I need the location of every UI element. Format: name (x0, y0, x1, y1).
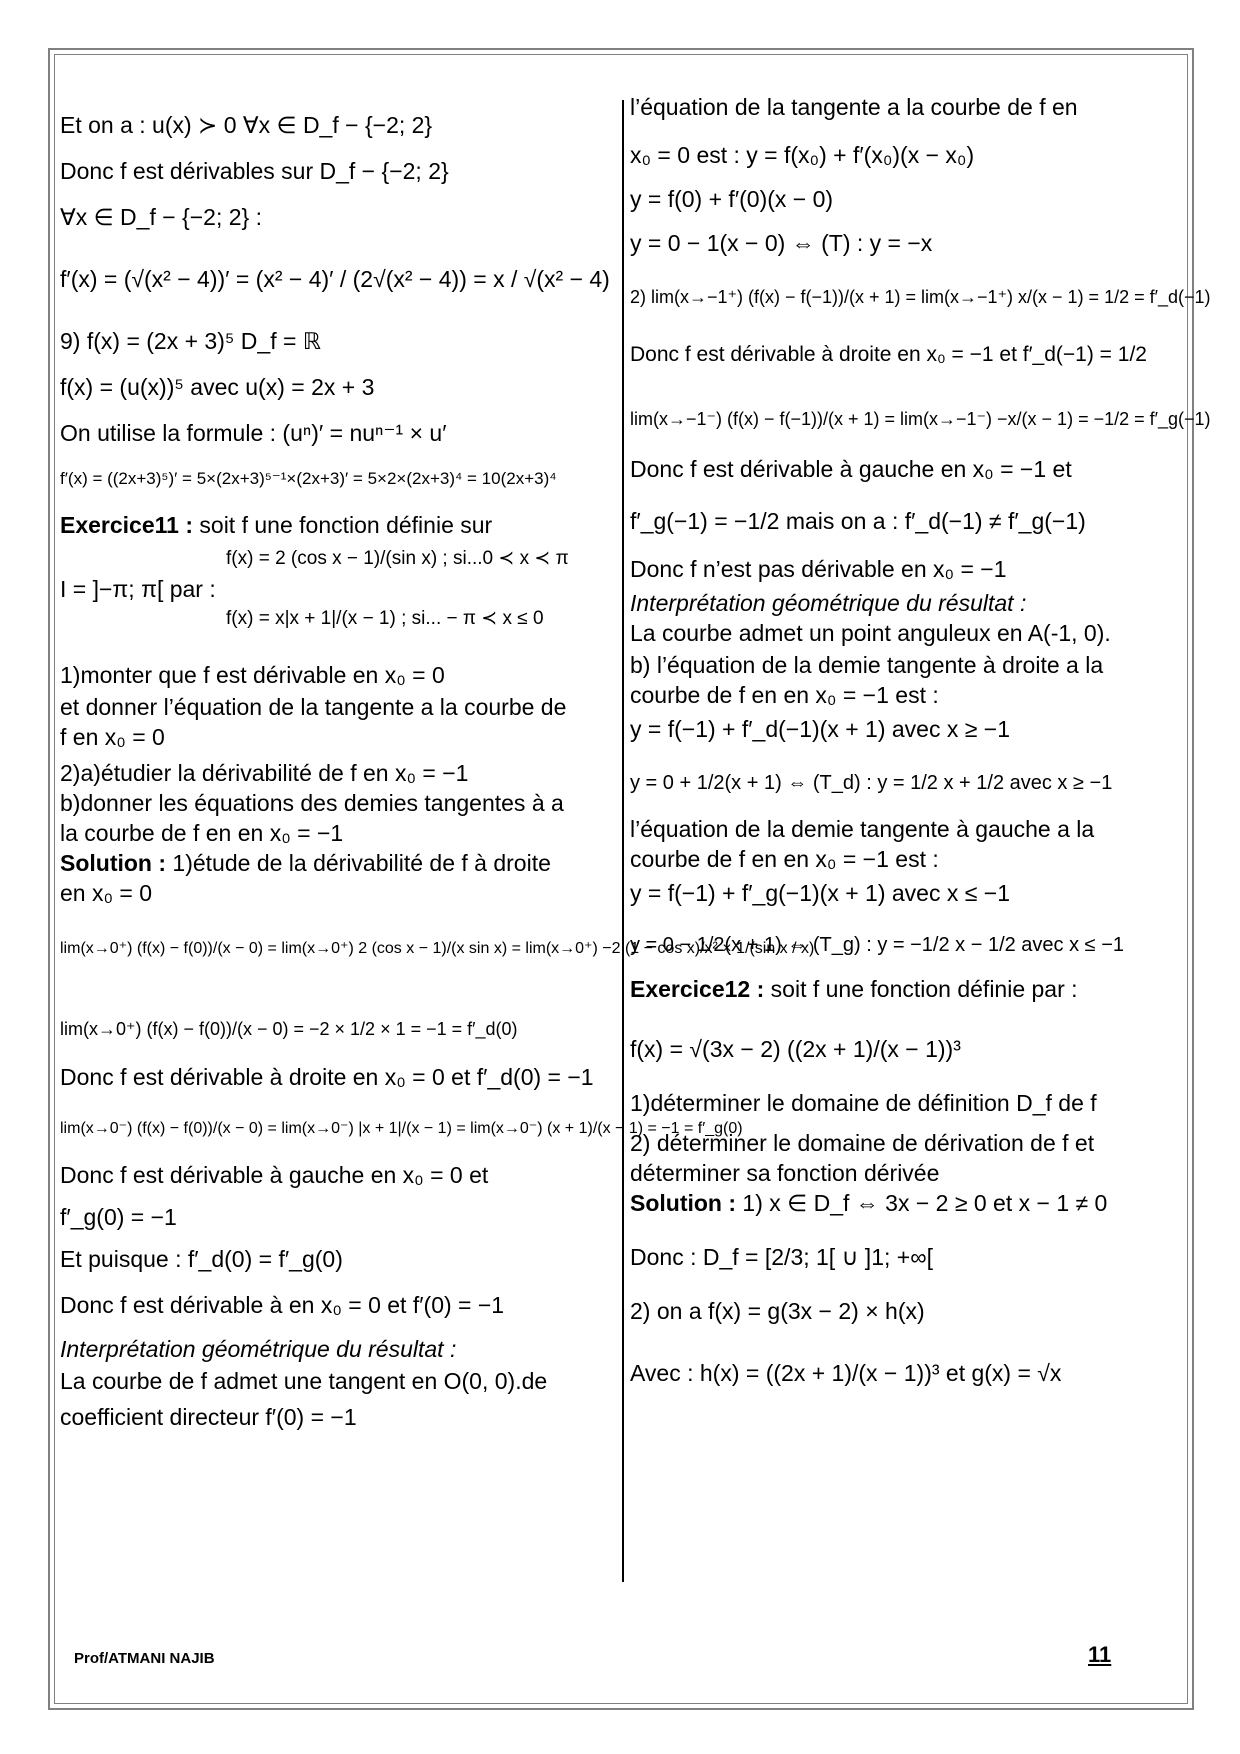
formula-line: y = 0 + 1/2(x + 1) ⇔ (T_d) : y = 1/2 x + 1/2 avec x ≥ −1 (630, 772, 1113, 794)
text-line: et donner l’équation de la tangente a la courbe de (60, 694, 567, 720)
text-line: 1)monter que f est dérivable en x₀ = 0 (60, 662, 445, 688)
exercise-title: Exercice12 : (630, 976, 765, 1002)
formula-line: f(x) = x|x + 1|/(x − 1) ; si... − π ≺ x ≤ 0 (226, 608, 544, 629)
text-line: f(x) = (u(x))⁵ avec u(x) = 2x + 3 (60, 374, 375, 400)
text-line: la courbe de f en en x₀ = −1 (60, 820, 344, 846)
column-divider (622, 100, 624, 1582)
text-line: 2) déterminer le domaine de dérivation de f et (630, 1130, 1095, 1156)
text-line: On utilise la formule : (uⁿ)′ = nuⁿ⁻¹ × u′ (60, 420, 447, 446)
text-line: La courbe admet un point anguleux en A(-1, 0). (630, 620, 1111, 646)
formula-line: Donc : D_f = [2/3; 1[ ∪ ]1; +∞[ (630, 1244, 933, 1270)
author-footer: Prof/ATMANI NAJIB (74, 1650, 215, 1667)
formula-line: f(x) = √(3x − 2) ((2x + 1)/(x − 1))³ (630, 1036, 961, 1062)
formula-line: lim(x→−1⁻) (f(x) − f(−1))/(x + 1) = lim(x→−1⁻) −x/(x − 1) = −1/2 = f′_g(−1) (630, 409, 1211, 429)
text-line: déterminer sa fonction dérivée (630, 1160, 940, 1186)
text-line: Interprétation géométrique du résultat : (60, 1336, 457, 1362)
formula-line: lim(x→0⁺) (f(x) − f(0))/(x − 0) = −2 × 1/2 × 1 = −1 = f′_d(0) (60, 1019, 518, 1039)
text-line: Donc f n’est pas dérivable en x₀ = −1 (630, 556, 1007, 582)
text-line: Donc f est dérivable à droite en x₀ = −1 et f′_d(−1) = 1/2 (630, 343, 1147, 366)
text-line: Donc f est dérivable à en x₀ = 0 et f′(0) = −1 (60, 1292, 505, 1318)
text-line: b) l’équation de la demie tangente à droite a la (630, 652, 1104, 678)
text-line: Donc f est dérivable à gauche en x₀ = −1 et (630, 456, 1072, 482)
text-line: l’équation de la demie tangente à gauche a la (630, 816, 1095, 842)
formula-line: f′(x) = (√(x² − 4))′ = (x² − 4)′ / (2√(x² − 4)) = x / √(x² − 4) (60, 266, 610, 292)
exercise-heading (630, 974, 1078, 1004)
text-line: ∀x ∈ D_f − {−2; 2} : (60, 204, 262, 230)
exercise-title: Exercice11 : (60, 512, 194, 538)
formula-line: y = f(−1) + f′_d(−1)(x + 1) avec x ≥ −1 (630, 716, 1010, 742)
text-line: f′_g(−1) = −1/2 mais on a : f′_d(−1) ≠ f′_g(−1) (630, 508, 1086, 534)
text-line: courbe de f en en x₀ = −1 est : (630, 682, 939, 708)
text-line: Et puisque : f′_d(0) = f′_g(0) (60, 1246, 343, 1272)
formula-line: lim(x→0⁺) (f(x) − f(0))/(x − 0) = lim(x→0⁺) 2 (cos x − 1)/(x sin x) = lim(x→0⁺) −2 (1 − cos x)/x² × 1/(sin x / x) (60, 940, 815, 957)
formula-line: 2) lim(x→−1⁺) (f(x) − f(−1))/(x + 1) = lim(x→−1⁺) x/(x − 1) = 1/2 = f′_d(−1) (630, 287, 1211, 307)
page-number: 11 (1088, 1642, 1112, 1667)
formula-line: f(x) = 2 (cos x − 1)/(sin x) ; si...0 ≺ x ≺ π (226, 548, 569, 569)
text-line: x₀ = 0 est : y = f(x₀) + f′(x₀)(x − x₀) (630, 142, 975, 168)
solution-text: 1)étude de la dérivabilité de f à droite (166, 850, 551, 876)
exercise-heading (60, 510, 492, 540)
solution-title: Solution : (60, 850, 167, 876)
text-line: Et on a : u(x) ≻ 0 ∀x ∈ D_f − {−2; 2} (60, 112, 433, 138)
text-line: 9) f(x) = (2x + 3)⁵ D_f = ℝ (60, 328, 322, 354)
formula-line: y = f(−1) + f′_g(−1)(x + 1) avec x ≤ −1 (630, 880, 1010, 906)
text-line: I = ]−π; π[ par : (60, 576, 216, 602)
text-line: 1)déterminer le domaine de définition D_f de f (630, 1090, 1097, 1116)
text-line: Donc f est dérivables sur D_f − {−2; 2} (60, 158, 449, 184)
solution-heading (630, 1188, 1107, 1218)
formula-line: lim(x→0⁻) (f(x) − f(0))/(x − 0) = lim(x→0⁻) |x + 1|/(x − 1) = lim(x→0⁻) (x + 1)/(x − 1) = −1 = f′_g(0) (60, 1120, 743, 1137)
solution-heading (60, 848, 551, 878)
solution-text: 1) x ∈ D_f ⇔ 3x − 2 ≥ 0 et x − 1 ≠ 0 (736, 1190, 1108, 1216)
formula-line: y = 0 − 1/2(x + 1) ⇔ (T_g) : y = −1/2 x − 1/2 avec x ≤ −1 (630, 934, 1124, 956)
formula-line: y = 0 − 1(x − 0) ⇔ (T) : y = −x (630, 230, 933, 256)
text-line: La courbe de f admet une tangent en O(0, 0).de (60, 1368, 548, 1394)
formula-line: Avec : h(x) = ((2x + 1)/(x − 1))³ et g(x) = √x (630, 1360, 1062, 1386)
text-line: en x₀ = 0 (60, 880, 153, 906)
text-line: 2)a)étudier la dérivabilité de f en x₀ = −1 (60, 760, 469, 786)
exercise-text: soit f une fonction définie par : (764, 976, 1078, 1002)
text-line: f′_g(0) = −1 (60, 1204, 177, 1230)
text-line: courbe de f en en x₀ = −1 est : (630, 846, 939, 872)
text-line: Interprétation géométrique du résultat : (630, 590, 1027, 616)
text-line: l’équation de la tangente a la courbe de f en (630, 94, 1078, 120)
text-line: b)donner les équations des demies tangentes à a (60, 790, 564, 816)
formula-line: 2) on a f(x) = g(3x − 2) × h(x) (630, 1298, 925, 1324)
formula-line: f′(x) = ((2x+3)⁵)′ = 5×(2x+3)⁵⁻¹×(2x+3)′ = 5×2×(2x+3)⁴ = 10(2x+3)⁴ (60, 469, 557, 488)
solution-title: Solution : (630, 1190, 737, 1216)
text-line: Donc f est dérivable à gauche en x₀ = 0 et (60, 1162, 489, 1188)
exercise-text: soit f une fonction définie sur (193, 512, 493, 538)
text-line: Donc f est dérivable à droite en x₀ = 0 et f′_d(0) = −1 (60, 1064, 594, 1090)
text-line: f en x₀ = 0 (60, 724, 165, 750)
formula-line: y = f(0) + f′(0)(x − 0) (630, 186, 834, 212)
text-line: coefficient directeur f′(0) = −1 (60, 1404, 357, 1430)
